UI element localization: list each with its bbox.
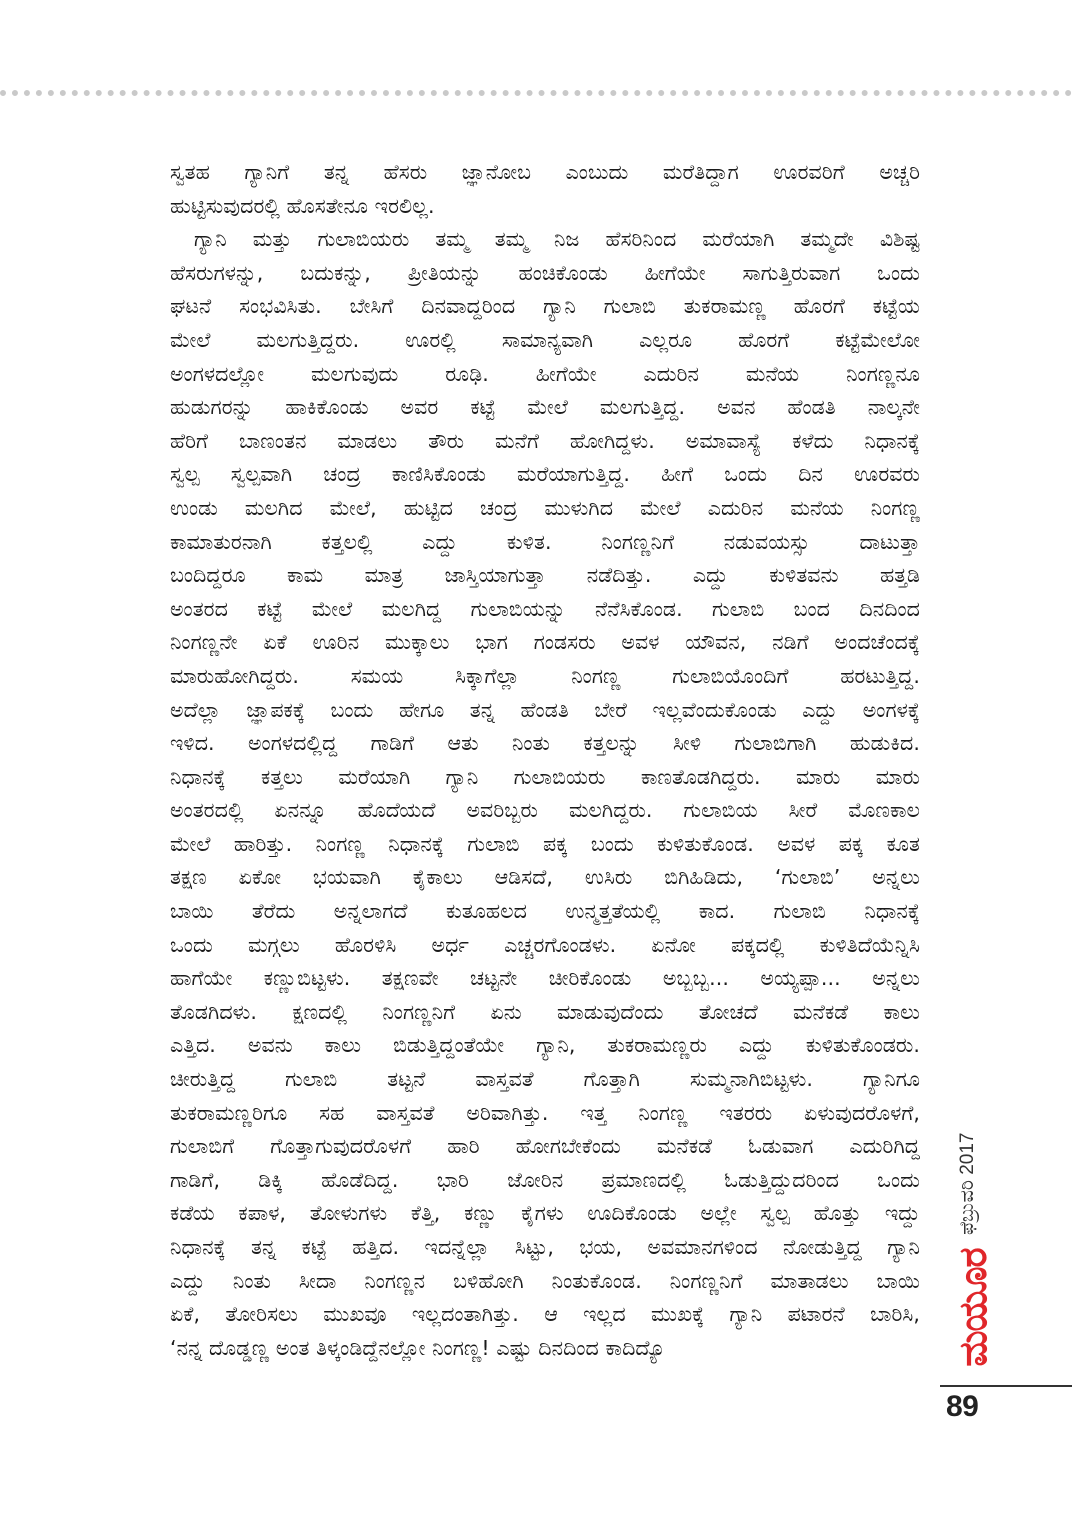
article-line: ಹೆಸರುಗಳನ್ನು, ಬದುಕನ್ನು, ಪ್ರೀತಿಯನ್ನು ಹಂಚಿಕೊಂಡು ಹೀಗೆಯೇ ಸಾಗುತ್ತಿರುವಾಗ ಒಂದು — [170, 260, 920, 285]
article-line: ಹೆರಿಗೆ ಬಾಣಂತನ ಮಾಡಲು ತೌರು ಮನೆಗೆ ಹೋಗಿದ್ದಳು. ಅಮಾವಾಸ್ಯೆ ಕಳೆದು ನಿಧಾನಕ್ಕೆ — [170, 428, 920, 453]
article-line: ಮಾರುಹೋಗಿದ್ದರು. ಸಮಯ ಸಿಕ್ಕಾಗೆಲ್ಲಾ ನಿಂಗಣ್ಣ ಗುಲಾಬಿಯೊಂದಿಗೆ ಹರಟುತ್ತಿದ್ದ. — [170, 663, 920, 688]
article-line: ಗಾಡಿಗೆ, ಡಿಕ್ಕಿ ಹೊಡೆದಿದ್ದ. ಭಾರಿ ಜೋರಿನ ಪ್ರಮಾಣದಲ್ಲಿ ಓಡುತ್ತಿದ್ದುದರಿಂದ ಒಂದು — [170, 1167, 920, 1192]
article-line: ಚೀರುತ್ತಿದ್ದ ಗುಲಾಬಿ ತಟ್ಟನೆ ವಾಸ್ತವತೆ ಗೊತ್ತಾಗಿ ಸುಮ್ಮನಾಗಿಬಿಟ್ಟಳು. ಗ್ಯಾನಿಗೂ — [170, 1067, 920, 1092]
article-line: ಏಕೆ, ತೋರಿಸಲು ಮುಖವೂ ಇಲ್ಲದಂತಾಗಿತ್ತು. ಆ ಇಲ್ಲದ ಮುಖಕ್ಕೆ ಗ್ಯಾನಿ ಪಟಾರನೆ ಬಾರಿಸಿ, — [170, 1302, 920, 1327]
article-line: ಘಟನೆ ಸಂಭವಿಸಿತು. ಬೇಸಿಗೆ ದಿನವಾದ್ದರಿಂದ ಗ್ಯಾನಿ ಗುಲಾಬಿ ತುಕರಾಮಣ್ಣ ಹೊರಗೆ ಕಟ್ಟೆಯ — [170, 294, 920, 319]
article-line: ಅಂತರದಲ್ಲಿ ಏನನ್ನೂ ಹೊದೆಯದೆ ಅವರಿಬ್ಬರು ಮಲಗಿದ್ದರು. ಗುಲಾಬಿಯ ಸೀರೆ ಮೊಣಕಾಲ — [170, 798, 920, 823]
issue-date-text: ಫೆಬ್ರುವರಿ 2017 — [957, 1132, 978, 1235]
article-line: ತಕ್ಷಣ ಏಕೋ ಭಯವಾಗಿ ಕೈಕಾಲು ಆಡಿಸದೆ, ಉಸಿರು ಬಿಗಿಹಿಡಿದು, ‘ಗುಲಾಬಿ’ ಅನ್ನಲು — [170, 865, 920, 890]
article-line: ಮೇಲೆ ಹಾರಿತ್ತು. ನಿಂಗಣ್ಣ ನಿಧಾನಕ್ಕೆ ಗುಲಾಬಿ ಪಕ್ಕ ಬಂದು ಕುಳಿತುಕೊಂಡ. ಅವಳ ಪಕ್ಕ ಕೂತ — [170, 831, 920, 856]
article-line: ಒಂದು ಮಗ್ಗಲು ಹೊರಳಿಸಿ ಅರ್ಧ ಎಚ್ಚರಗೊಂಡಳು. ಏನೋ ಪಕ್ಕದಲ್ಲಿ ಕುಳಿತಿದೆಯೆನ್ನಿಸಿ — [170, 932, 920, 957]
article-line: ಸ್ವಲ್ಪ ಸ್ವಲ್ಪವಾಗಿ ಚಂದ್ರ ಕಾಣಿಸಿಕೊಂಡು ಮರೆಯಾಗುತ್ತಿದ್ದ. ಹೀಗೆ ಒಂದು ದಿನ ಊರವರು — [170, 462, 920, 487]
article-line: ನಿಂಗಣ್ಣನೇ ಏಕೆ ಊರಿನ ಮುಕ್ಕಾಲು ಭಾಗ ಗಂಡಸರು ಅವಳ ಯೌವನ, ನಡಿಗೆ ಅಂದಚೆಂದಕ್ಕೆ — [170, 630, 920, 655]
article-line: ಕಡೆಯ ಕಪಾಳ, ತೋಳುಗಳು ಕೆತ್ತಿ, ಕಣ್ಣು ಕೈಗಳು ಊದಿಕೊಂಡು ಅಲ್ಲೇ ಸ್ವಲ್ಪ ಹೊತ್ತು ಇದ್ದು — [170, 1201, 920, 1226]
article-line: ನಿಧಾನಕ್ಕೆ ಕತ್ತಲು ಮರೆಯಾಗಿ ಗ್ಯಾನಿ ಗುಲಾಬಿಯರು ಕಾಣತೊಡಗಿದ್ದರು. ಮಾರು ಮಾರು — [170, 764, 920, 789]
article-line: ಹುಟ್ಟಿಸುವುದರಲ್ಲಿ ಹೊಸತೇನೂ ಇರಲಿಲ್ಲ. — [170, 193, 435, 218]
article-line: ಕಾಮಾತುರನಾಗಿ ಕತ್ತಲಲ್ಲಿ ಎದ್ದು ಕುಳಿತ. ನಿಂಗಣ್ಣನಿಗೆ ನಡುವಯಸ್ಸು ದಾಟುತ್ತಾ — [170, 529, 920, 554]
article-line: ನಿಧಾನಕ್ಕೆ ತನ್ನ ಕಟ್ಟೆ ಹತ್ತಿದ. ಇದನ್ನೆಲ್ಲಾ ಸಿಟ್ಟು, ಭಯ, ಅವಮಾನಗಳಿಂದ ನೋಡುತ್ತಿದ್ದ ಗ್ಯಾನಿ — [170, 1235, 920, 1259]
article-line: ಎದ್ದು ನಿಂತು ಸೀದಾ ನಿಂಗಣ್ಣನ ಬಳಿಹೋಗಿ ನಿಂತುಕೊಂಡ. ನಿಂಗಣ್ಣನಿಗೆ ಮಾತಾಡಲು ಬಾಯಿ — [170, 1268, 920, 1293]
magazine-logo — [948, 1235, 998, 1380]
article-line: ಅಂತರದ ಕಟ್ಟೆ ಮೇಲೆ ಮಲಗಿದ್ದ ಗುಲಾಬಿಯನ್ನು ನೆನೆಸಿಕೊಂಡ. ಗುಲಾಬಿ ಬಂದ ದಿನದಿಂದ — [170, 596, 920, 621]
article-line: ತೊಡಗಿದಳು. ಕ್ಷಣದಲ್ಲಿ ನಿಂಗಣ್ಣನಿಗೆ ಏನು ಮಾಡುವುದೆಂದು ತೋಚದೆ ಮನೆಕಡೆ ಕಾಲು — [170, 999, 920, 1024]
article-line: ಸ್ವತಹ ಗ್ಯಾನಿಗೆ ತನ್ನ ಹೆಸರು ಜ್ಞಾನೋಬ ಎಂಬುದು ಮರೆತಿದ್ದಾಗ ಊರವರಿಗೆ ಅಚ್ಚರಿ — [170, 160, 920, 184]
article-line: ಎತ್ತಿದ. ಅವನು ಕಾಲು ಬಿಡುತ್ತಿದ್ದಂತೆಯೇ ಗ್ಯಾನಿ, ತುಕರಾಮಣ್ಣರು ಎದ್ದು ಕುಳಿತುಕೊಂಡರು. — [170, 1033, 920, 1058]
article-line: ಇಳಿದ. ಅಂಗಳದಲ್ಲಿದ್ದ ಗಾಡಿಗೆ ಆತು ನಿಂತು ಕತ್ತಲನ್ನು ಸೀಳಿ ಗುಲಾಬಿಗಾಗಿ ಹುಡುಕಿದ. — [170, 731, 920, 756]
article-line: ಹಾಗೆಯೇ ಕಣ್ಣುಬಿಟ್ಟಳು. ತಕ್ಷಣವೇ ಚಟ್ಟನೇ ಚೀರಿಕೊಂಡು ಅಬ್ಬಬ್ಬ... ಅಯ್ಯಪ್ಪಾ... ಅನ್ನಲು — [170, 966, 920, 991]
article-line: ‘ನನ್ನ ದೊಡ್ಡಣ್ಣ ಅಂತ ತಿಳ್ಕಂಡಿದ್ದೆನಲ್ಲೋ ನಿಂಗಣ್ಣ! ಎಷ್ಟು ದಿನದಿಂದ ಕಾದಿದ್ಯೊ — [170, 1335, 666, 1360]
article-line: ಮೇಲೆ ಮಲಗುತ್ತಿದ್ದರು. ಊರಲ್ಲಿ ಸಾಮಾನ್ಯವಾಗಿ ಎಲ್ಲರೂ ಹೊರಗೆ ಕಟ್ಟೆಮೇಲೋ — [170, 327, 920, 352]
issue-date — [945, 1105, 1005, 1235]
page-number: 89 — [946, 1390, 979, 1423]
article-line: ಉಂಡು ಮಲಗಿದ ಮೇಲೆ, ಹುಟ್ಟಿದ ಚಂದ್ರ ಮುಳುಗಿದ ಮೇಲೆ ಎದುರಿನ ಮನೆಯ ನಿಂಗಣ್ಣ — [170, 495, 920, 520]
page-number-rule — [940, 1385, 1072, 1387]
magazine-logo-text: ಮಯೂರ — [951, 1248, 995, 1367]
article-line: ಬಂದಿದ್ದರೂ ಕಾಮ ಮಾತ್ರ ಜಾಸ್ತಿಯಾಗುತ್ತಾ ನಡೆದಿತ್ತು. ಎದ್ದು ಕುಳಿತವನು ಹತ್ತಡಿ — [170, 563, 920, 588]
article-line: ಹುಡುಗರನ್ನು ಹಾಕಿಕೊಂಡು ಅವರ ಕಟ್ಟೆ ಮೇಲೆ ಮಲಗುತ್ತಿದ್ದ. ಅವನ ಹೆಂಡತಿ ನಾಲ್ಕನೇ — [170, 395, 920, 420]
article-line: ತುಕರಾಮಣ್ಣರಿಗೂ ಸಹ ವಾಸ್ತವತೆ ಅರಿವಾಗಿತ್ತು. ಇತ್ತ ನಿಂಗಣ್ಣ ಇತರರು ಏಳುವುದರೊಳಗೆ, — [170, 1100, 920, 1125]
article-body — [170, 156, 920, 1365]
article-line: ಬಾಯಿ ತೆರೆದು ಅನ್ನಲಾಗದೆ ಕುತೂಹಲದ ಉನ್ಮತ್ತತೆಯಲ್ಲಿ ಕಾದ. ಗುಲಾಬಿ ನಿಧಾನಕ್ಕೆ — [170, 899, 920, 924]
article-line: ಗುಲಾಬಿಗೆ ಗೊತ್ತಾಗುವುದರೊಳಗೆ ಹಾರಿ ಹೋಗಬೇಕೆಂದು ಮನೆಕಡೆ ಓಡುವಾಗ ಎದುರಿಗಿದ್ದ — [170, 1134, 920, 1159]
article-line: ಅದೆಲ್ಲಾ ಜ್ಞಾಪಕಕ್ಕೆ ಬಂದು ಹೇಗೂ ತನ್ನ ಹೆಂಡತಿ ಬೇರೆ ಇಲ್ಲವೆಂದುಕೊಂಡು ಎದ್ದು ಅಂಗಳಕ್ಕೆ — [170, 697, 920, 722]
article-line: ಗ್ಯಾನಿ ಮತ್ತು ಗುಲಾಬಿಯರು ತಮ್ಮ ತಮ್ಮ ನಿಜ ಹೆಸರಿನಿಂದ ಮರೆಯಾಗಿ ತಮ್ಮದೇ ವಿಶಿಷ್ಟ — [194, 227, 920, 252]
article-line: ಅಂಗಳದಲ್ಲೋ ಮಲಗುವುದು ರೂಢಿ. ಹೀಗೆಯೇ ಎದುರಿನ ಮನೆಯ ನಿಂಗಣ್ಣನೂ — [170, 361, 920, 386]
top-dotted-rule — [0, 90, 1072, 96]
